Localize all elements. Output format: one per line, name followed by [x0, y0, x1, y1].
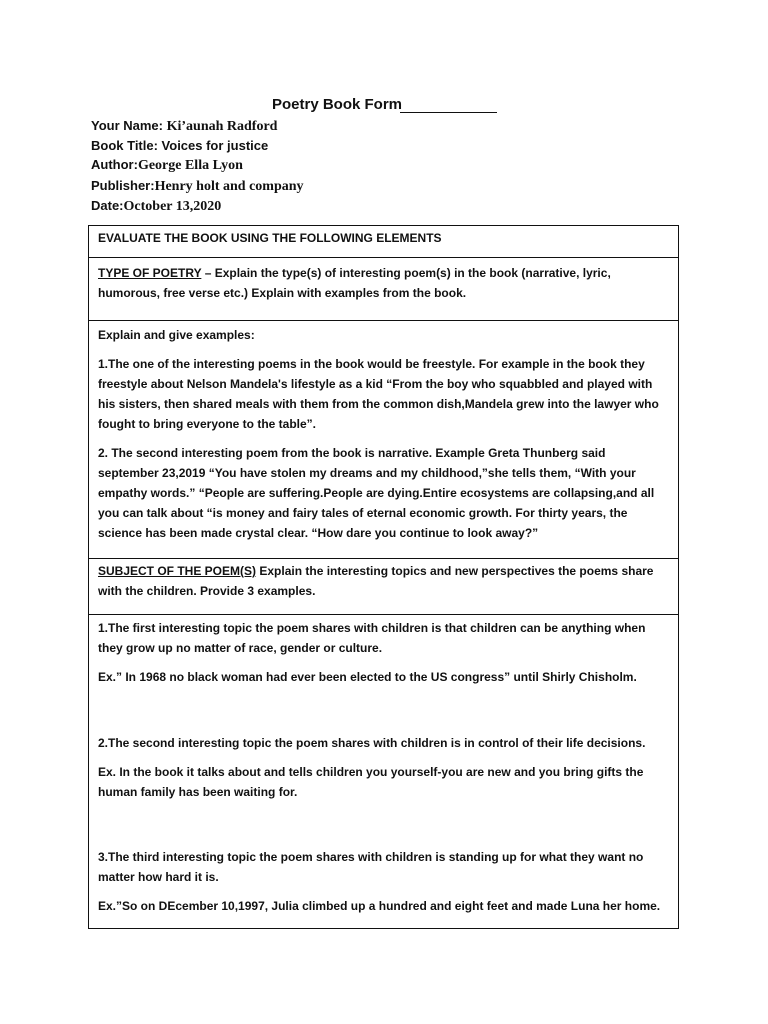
info-value: Henry holt and company: [154, 178, 304, 194]
info-author: [91, 155, 304, 175]
table-row: [89, 321, 679, 559]
subject-heading: SUBJECT OF THE POEM(S): [98, 564, 257, 578]
topic-1: 1.The first interesting topic the poem shares with children is that children can be anything when they grow up no matter of race, gender or culture.: [98, 621, 646, 655]
info-label: Your Name:: [91, 118, 167, 133]
topic-1-example: Ex.” In 1968 no black woman had ever been elected to the US congress” until Shirly Chisholm.: [98, 670, 637, 684]
info-value: Ki’aunah Radford: [166, 119, 278, 134]
info-publisher: [91, 176, 304, 196]
topics-cell: [89, 615, 679, 929]
book-info: [91, 116, 304, 216]
page-title: Poetry Book Form: [272, 96, 403, 113]
example-paragraph-1: 1.The one of the interesting poems in the book would be freestyle. For example in the book they freestyle about Nelson Mandela's lifestyle as a kid “From the boy who squabbled and played with his sisters, then shared meals with them from the common dish,Mandela grew into the lawyer who fought to bring everyone to the table”.: [98, 357, 659, 431]
evaluation-table: [88, 225, 679, 929]
info-value: Voices for justice: [161, 138, 269, 154]
subject-cell: [89, 559, 679, 615]
table-row: [89, 615, 679, 929]
table-header-cell: EVALUATE THE BOOK USING THE FOLLOWING ELEMENTS: [89, 226, 679, 258]
info-date: [91, 196, 304, 216]
info-name: [91, 116, 304, 136]
info-label: Author:: [91, 157, 138, 173]
info-label: Date:: [91, 197, 124, 213]
info-label: Publisher:: [91, 177, 155, 193]
info-value: George Ella Lyon: [137, 158, 243, 174]
topic-3-example: Ex.”So on DEcember 10,1997, Julia climbed up a hundred and eight feet and made Luna her home.: [98, 899, 661, 913]
type-of-poetry-prompt: – Explain the type(s) of interesting poem(s) in the book (narrative, lyric, humorous, free verse etc.) Explain with examples from the book.: [98, 266, 611, 300]
info-label: Book Title:: [91, 138, 162, 154]
explain-label: Explain and give examples:: [98, 328, 255, 342]
example-paragraph-2: 2. The second interesting poem from the book is narrative. Example Greta Thunberg said september 23,2019 “You have stolen my dreams and my childhood,”she tells them, “With your empathy words.” “People are suffering.People are dying.Entire ecosystems are collapsing,and all you can talk about “is money and fairy tales of eternal economic growth. For thirty years, the science has been made crystal clear. “How dare you continue to look away?”: [98, 446, 655, 540]
topic-2-example: Ex. In the book it talks about and tells children you yourself-you are new and you bring gifts the human family has been waiting for.: [98, 765, 644, 799]
info-book-title: [91, 136, 304, 155]
type-of-poetry-heading: TYPE OF POETRY: [98, 266, 202, 280]
topic-2: 2.The second interesting topic the poem shares with children is in control of their life decisions.: [98, 736, 646, 750]
table-row: [89, 258, 679, 321]
title-underline: [400, 112, 497, 113]
explanation-cell: [89, 321, 679, 559]
topic-3: 3.The third interesting topic the poem shares with children is standing up for what they want no matter how hard it is.: [98, 850, 644, 884]
type-of-poetry-cell: [89, 258, 679, 321]
table-row: [89, 226, 679, 258]
info-value: October 13,2020: [123, 198, 222, 214]
table-row: [89, 559, 679, 615]
subject-prompt: Explain the interesting topics and new perspectives the poems share with the children. Provide 3 examples.: [98, 564, 654, 598]
